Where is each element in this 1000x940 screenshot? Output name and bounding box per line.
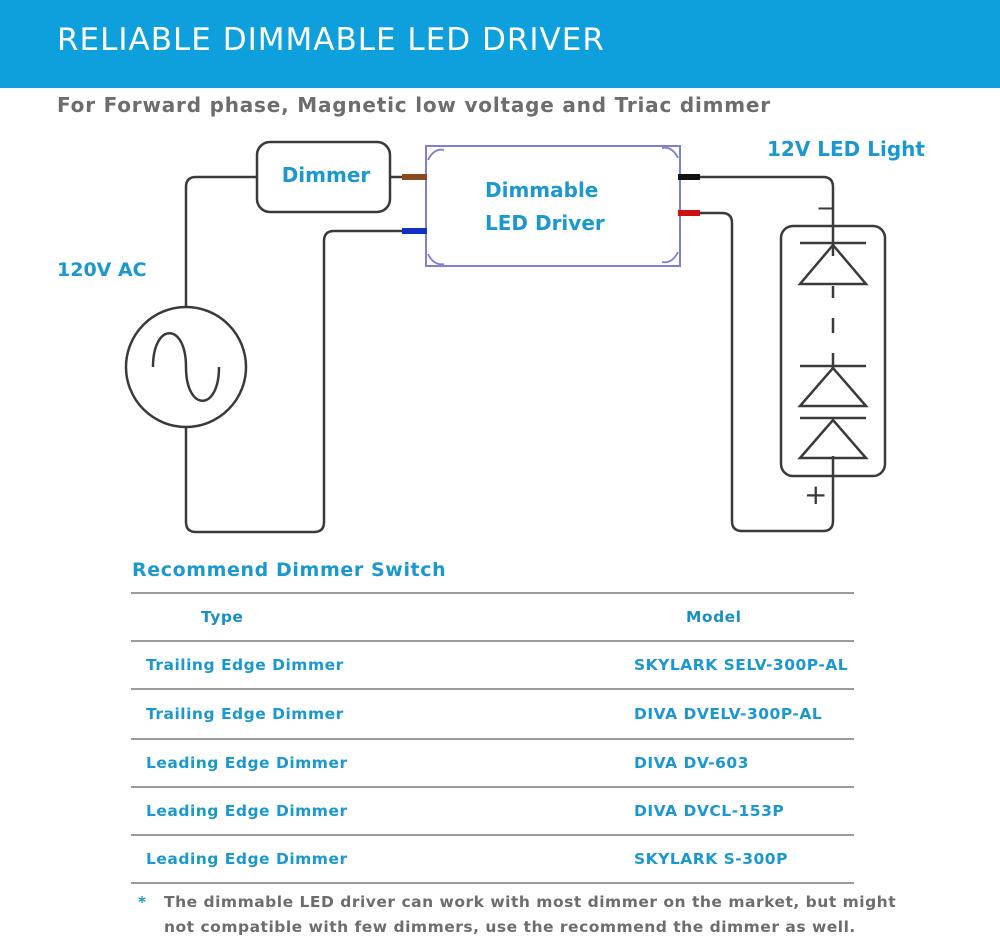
- driver-label-line1: Dimmable: [485, 178, 599, 202]
- row-model: SKYLARK SELV-300P-AL: [634, 656, 849, 674]
- page-title: RELIABLE DIMMABLE LED DRIVER: [57, 22, 605, 58]
- brown-wire-lead: [402, 174, 427, 180]
- table-row: [131, 834, 854, 884]
- table-row: [131, 786, 854, 834]
- dimmer-label: Dimmer: [281, 163, 371, 187]
- row-type: Trailing Edge Dimmer: [146, 656, 344, 674]
- page-subtitle: For Forward phase, Magnetic low voltage and Triac dimmer: [57, 93, 771, 117]
- led-strip-outline: [781, 226, 885, 476]
- led-diodes: [800, 243, 866, 458]
- plus-sign: +: [804, 478, 828, 511]
- footnote-text: The dimmable LED driver can work with most dimmer on the market, but might not compatible with few dimmers, use the recommend the dimmer as well.: [164, 893, 897, 936]
- row-model: DIVA DVELV-300P-AL: [634, 705, 823, 723]
- row-type: Trailing Edge Dimmer: [146, 705, 344, 723]
- row-model: DIVA DV-603: [634, 754, 749, 772]
- driver-box: [426, 146, 680, 266]
- row-type: Leading Edge Dimmer: [146, 802, 348, 820]
- led-light-label: 12V LED Light: [767, 137, 925, 161]
- header-type: Type: [201, 608, 244, 626]
- blue-wire-lead: [402, 228, 427, 234]
- dimmer-table: [131, 592, 854, 884]
- footnote: [138, 890, 898, 940]
- row-type: Leading Edge Dimmer: [146, 850, 348, 868]
- source-label: 120V AC: [57, 259, 147, 281]
- row-model: SKYLARK S-300P: [634, 850, 788, 868]
- row-model: DIVA DVCL-153P: [634, 802, 785, 820]
- row-type: Leading Edge Dimmer: [146, 754, 348, 772]
- footnote-marker: *: [138, 893, 147, 911]
- table-title: Recommend Dimmer Switch: [132, 559, 447, 581]
- table-header-row: [131, 592, 854, 640]
- table-row: [131, 738, 854, 786]
- black-wire-lead: [678, 174, 700, 180]
- minus-sign: −: [816, 194, 837, 222]
- ac-sine-wave: [153, 333, 219, 401]
- red-wire-lead: [678, 210, 700, 216]
- driver-label-line2: LED Driver: [485, 211, 605, 235]
- table-row: [131, 640, 854, 688]
- table-row: [131, 688, 854, 738]
- header-model: Model: [686, 608, 742, 626]
